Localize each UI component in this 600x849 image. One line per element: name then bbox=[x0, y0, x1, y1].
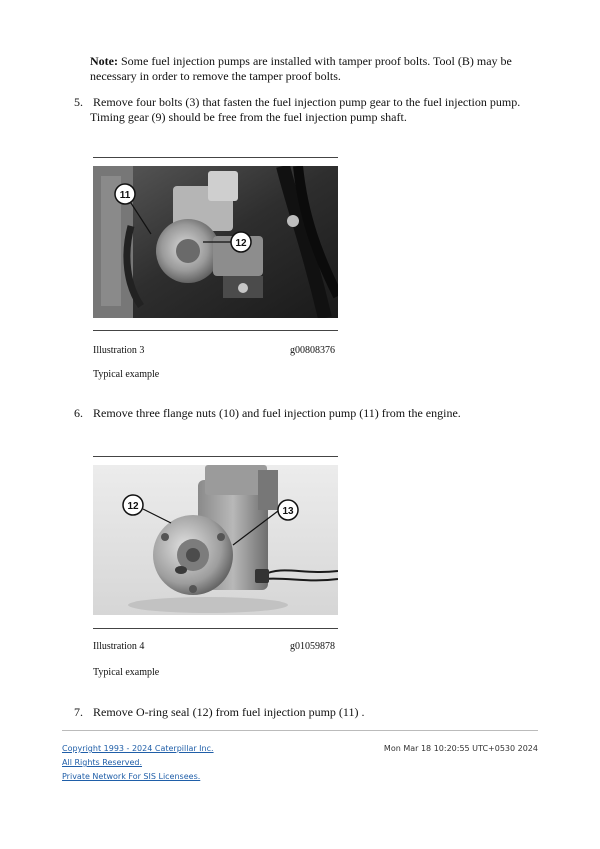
note-label: Note: bbox=[90, 54, 118, 68]
illustration-bottom-rule bbox=[93, 330, 338, 331]
illustration-top-rule bbox=[93, 157, 338, 158]
illustration-top-rule bbox=[93, 456, 338, 457]
copyright-link[interactable]: Copyright 1993 - 2024 Caterpillar Inc. bbox=[62, 744, 214, 753]
step-text: Remove four bolts (3) that fasten the fuel injection pump gear to the fuel injection pump. bbox=[93, 95, 521, 109]
step-number: 6. bbox=[74, 406, 83, 420]
callout-12: 12 bbox=[127, 501, 139, 512]
callout-11: 11 bbox=[119, 190, 131, 201]
illustration-4-caption: Typical example bbox=[93, 667, 160, 678]
step-6 bbox=[74, 406, 544, 421]
step-7 bbox=[74, 705, 544, 720]
step-5 bbox=[74, 95, 544, 110]
step-text: Remove three flange nuts (10) and fuel injection pump (11) from the engine. bbox=[93, 406, 461, 420]
step-number: 5. bbox=[74, 95, 83, 109]
rights-link[interactable]: All Rights Reserved. bbox=[62, 758, 143, 767]
network-link[interactable]: Private Network For SIS Licensees. bbox=[62, 772, 201, 781]
note-text: Some fuel injection pumps are installed with tamper proof bolts. Tool (B) may be necessary in order to remove the tamper proof bolts. bbox=[90, 54, 512, 83]
step-text: Remove O-ring seal (12) from fuel injection pump (11) . bbox=[93, 705, 365, 719]
illustration-4-photo bbox=[93, 465, 338, 615]
step-5-continued: Timing gear (9) should be free from the fuel injection pump shaft. bbox=[90, 110, 407, 124]
illustration-3-code: g00808376 bbox=[290, 345, 335, 356]
print-timestamp: Mon Mar 18 10:20:55 UTC+0530 2024 bbox=[383, 744, 538, 753]
footer-divider bbox=[62, 730, 538, 731]
step-number: 7. bbox=[74, 705, 83, 719]
illustration-4-title: Illustration 4 bbox=[93, 641, 145, 652]
illustration-3-caption: Typical example bbox=[93, 369, 160, 380]
illustration-3-title: Illustration 3 bbox=[93, 345, 145, 356]
illustration-bottom-rule bbox=[93, 628, 338, 629]
callout-12: 12 bbox=[235, 238, 247, 249]
illustration-3-photo bbox=[93, 166, 338, 318]
illustration-4-code: g01059878 bbox=[290, 641, 335, 652]
callout-13: 13 bbox=[282, 506, 294, 517]
note-paragraph bbox=[90, 54, 530, 84]
